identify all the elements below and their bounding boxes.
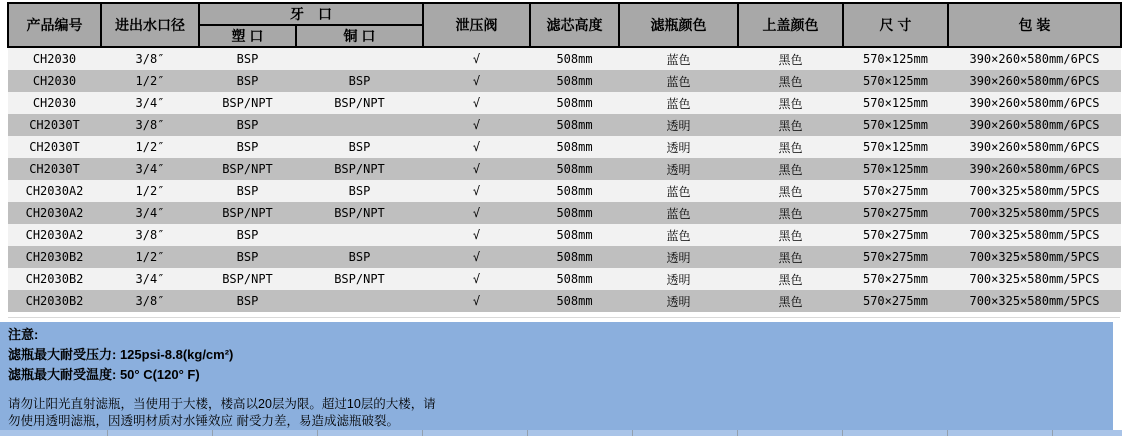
cell-plastic: BSP — [199, 70, 296, 92]
cell-dim: 570×125mm — [843, 114, 948, 136]
cell-valve: √ — [423, 47, 530, 70]
cell-plastic: BSP/NPT — [199, 268, 296, 290]
note-warning-line2: 勿使用透明滤瓶，因透明材质对水锤效应 耐受力差，易造成滤瓶破裂。 — [8, 414, 399, 428]
table-row — [8, 136, 1121, 158]
cell-cap: 黑色 — [738, 92, 843, 114]
cell-pack: 390×260×580mm/6PCS — [948, 158, 1121, 180]
cell-height: 508mm — [530, 158, 619, 180]
cell-code: CH2030A2 — [8, 202, 101, 224]
cell-size: 3/4″ — [101, 268, 199, 290]
cell-plastic: BSP — [199, 47, 296, 70]
table-row — [8, 202, 1121, 224]
table-row — [8, 224, 1121, 246]
table-row — [8, 290, 1121, 312]
cell-copper: BSP — [296, 70, 423, 92]
cell-cap: 黑色 — [738, 246, 843, 268]
cell-plastic: BSP — [199, 224, 296, 246]
cell-pack: 700×325×580mm/5PCS — [948, 268, 1121, 290]
cell-size: 3/4″ — [101, 202, 199, 224]
cell-pack: 700×325×580mm/5PCS — [948, 180, 1121, 202]
cell-cap: 黑色 — [738, 47, 843, 70]
cell-height: 508mm — [530, 136, 619, 158]
cell-bottle: 透明 — [619, 268, 738, 290]
cell-dim: 570×125mm — [843, 158, 948, 180]
cell-bottle: 蓝色 — [619, 70, 738, 92]
cell-dim: 570×275mm — [843, 180, 948, 202]
cell-valve: √ — [423, 202, 530, 224]
cell-valve: √ — [423, 290, 530, 312]
cell-copper — [296, 47, 423, 70]
cell-size: 1/2″ — [101, 70, 199, 92]
cell-valve: √ — [423, 114, 530, 136]
header-plastic-port: 塑 口 — [199, 25, 296, 47]
cell-size: 3/8″ — [101, 114, 199, 136]
cell-pack: 390×260×580mm/6PCS — [948, 136, 1121, 158]
cell-valve: √ — [423, 224, 530, 246]
cell-valve: √ — [423, 180, 530, 202]
cell-copper: BSP/NPT — [296, 268, 423, 290]
cell-height: 508mm — [530, 92, 619, 114]
cell-size: 1/2″ — [101, 180, 199, 202]
cell-height: 508mm — [530, 70, 619, 92]
cell-code: CH2030 — [8, 47, 101, 70]
cell-size: 3/8″ — [101, 224, 199, 246]
header-bottle-color: 滤瓶颜色 — [619, 3, 738, 47]
cell-pack: 390×260×580mm/6PCS — [948, 92, 1121, 114]
next-table-edge — [0, 430, 1122, 436]
cell-pack: 390×260×580mm/6PCS — [948, 47, 1121, 70]
cell-bottle: 透明 — [619, 136, 738, 158]
table-row — [8, 180, 1121, 202]
cell-cap: 黑色 — [738, 136, 843, 158]
cell-code: CH2030 — [8, 92, 101, 114]
cell-height: 508mm — [530, 47, 619, 70]
table-bottom-divider — [8, 317, 1120, 318]
cell-plastic: BSP — [199, 180, 296, 202]
cell-bottle: 蓝色 — [619, 47, 738, 70]
cell-cap: 黑色 — [738, 114, 843, 136]
cell-cap: 黑色 — [738, 268, 843, 290]
table-row — [8, 158, 1121, 180]
note-max-pressure: 滤瓶最大耐受压力: 125psi-8.8(kg/cm²) — [8, 347, 234, 362]
cell-bottle: 蓝色 — [619, 180, 738, 202]
header-cap-color: 上盖颜色 — [738, 3, 843, 47]
cell-dim: 570×125mm — [843, 47, 948, 70]
table-row — [8, 92, 1121, 114]
cell-height: 508mm — [530, 180, 619, 202]
cell-bottle: 透明 — [619, 290, 738, 312]
cell-bottle: 蓝色 — [619, 224, 738, 246]
cell-valve: √ — [423, 246, 530, 268]
cell-plastic: BSP — [199, 114, 296, 136]
cell-pack: 700×325×580mm/5PCS — [948, 224, 1121, 246]
cell-pack: 700×325×580mm/5PCS — [948, 246, 1121, 268]
cell-copper: BSP/NPT — [296, 92, 423, 114]
cell-plastic: BSP/NPT — [199, 202, 296, 224]
cell-valve: √ — [423, 268, 530, 290]
cell-plastic: BSP/NPT — [199, 158, 296, 180]
cell-dim: 570×125mm — [843, 70, 948, 92]
header-copper-port: 铜 口 — [296, 25, 423, 47]
table-body — [8, 47, 1121, 312]
cell-dim: 570×275mm — [843, 246, 948, 268]
cell-code: CH2030 — [8, 70, 101, 92]
cell-pack: 700×325×580mm/5PCS — [948, 290, 1121, 312]
table-row — [8, 70, 1121, 92]
cell-code: CH2030T — [8, 114, 101, 136]
cell-bottle: 透明 — [619, 246, 738, 268]
cell-pack: 700×325×580mm/5PCS — [948, 202, 1121, 224]
cell-copper: BSP/NPT — [296, 158, 423, 180]
notes-section — [0, 322, 1113, 430]
header-thread-group: 牙 口 — [199, 3, 423, 25]
cell-dim: 570×125mm — [843, 92, 948, 114]
cell-copper: BSP — [296, 180, 423, 202]
cell-code: CH2030T — [8, 136, 101, 158]
cell-code: CH2030B2 — [8, 268, 101, 290]
cell-size: 3/8″ — [101, 47, 199, 70]
notes-title: 注意: — [8, 327, 39, 342]
cell-plastic: BSP — [199, 136, 296, 158]
note-max-temperature: 滤瓶最大耐受温度: 50° C(120° F) — [8, 367, 200, 382]
cell-cap: 黑色 — [738, 180, 843, 202]
table-row — [8, 47, 1121, 70]
cell-valve: √ — [423, 70, 530, 92]
cell-pack: 390×260×580mm/6PCS — [948, 70, 1121, 92]
cell-cap: 黑色 — [738, 202, 843, 224]
cell-plastic: BSP — [199, 290, 296, 312]
cell-bottle: 透明 — [619, 158, 738, 180]
header-packing: 包 装 — [948, 3, 1121, 47]
cell-cap: 黑色 — [738, 70, 843, 92]
cell-copper: BSP — [296, 136, 423, 158]
cell-size: 3/4″ — [101, 92, 199, 114]
header-product-code: 产品编号 — [8, 3, 101, 47]
cell-height: 508mm — [530, 202, 619, 224]
cell-valve: √ — [423, 136, 530, 158]
product-spec-table — [7, 2, 1122, 312]
cell-dim: 570×275mm — [843, 224, 948, 246]
cell-dim: 570×125mm — [843, 136, 948, 158]
cell-code: CH2030T — [8, 158, 101, 180]
cell-height: 508mm — [530, 268, 619, 290]
header-cartridge-height: 滤芯高度 — [530, 3, 619, 47]
cell-dim: 570×275mm — [843, 202, 948, 224]
cell-dim: 570×275mm — [843, 268, 948, 290]
note-warning-line1: 请勿让阳光直射滤瓶，当使用于大楼，楼高以20层为限。超过10层的大楼，请 — [8, 397, 436, 411]
cell-dim: 570×275mm — [843, 290, 948, 312]
cell-size: 3/4″ — [101, 158, 199, 180]
cell-code: CH2030A2 — [8, 224, 101, 246]
cell-cap: 黑色 — [738, 224, 843, 246]
cell-height: 508mm — [530, 224, 619, 246]
cell-bottle: 透明 — [619, 114, 738, 136]
cell-valve: √ — [423, 92, 530, 114]
cell-code: CH2030B2 — [8, 246, 101, 268]
cell-copper: BSP/NPT — [296, 202, 423, 224]
cell-height: 508mm — [530, 246, 619, 268]
cell-cap: 黑色 — [738, 290, 843, 312]
table-row — [8, 246, 1121, 268]
cell-copper — [296, 290, 423, 312]
cell-size: 1/2″ — [101, 136, 199, 158]
cell-code: CH2030A2 — [8, 180, 101, 202]
header-size: 尺 寸 — [843, 3, 948, 47]
header-relief-valve: 泄压阀 — [423, 3, 530, 47]
cell-bottle: 蓝色 — [619, 92, 738, 114]
cell-plastic: BSP — [199, 246, 296, 268]
cell-cap: 黑色 — [738, 158, 843, 180]
cell-copper — [296, 224, 423, 246]
cell-size: 1/2″ — [101, 246, 199, 268]
cell-code: CH2030B2 — [8, 290, 101, 312]
cell-copper: BSP — [296, 246, 423, 268]
cell-plastic: BSP/NPT — [199, 92, 296, 114]
cell-size: 3/8″ — [101, 290, 199, 312]
cell-copper — [296, 114, 423, 136]
cell-bottle: 蓝色 — [619, 202, 738, 224]
table-row — [8, 268, 1121, 290]
table-row — [8, 114, 1121, 136]
cell-height: 508mm — [530, 114, 619, 136]
cell-valve: √ — [423, 158, 530, 180]
table-header — [8, 3, 1121, 47]
cell-pack: 390×260×580mm/6PCS — [948, 114, 1121, 136]
cell-height: 508mm — [530, 290, 619, 312]
header-port-size: 进出水口径 — [101, 3, 199, 47]
notes-spacer — [8, 385, 1113, 396]
